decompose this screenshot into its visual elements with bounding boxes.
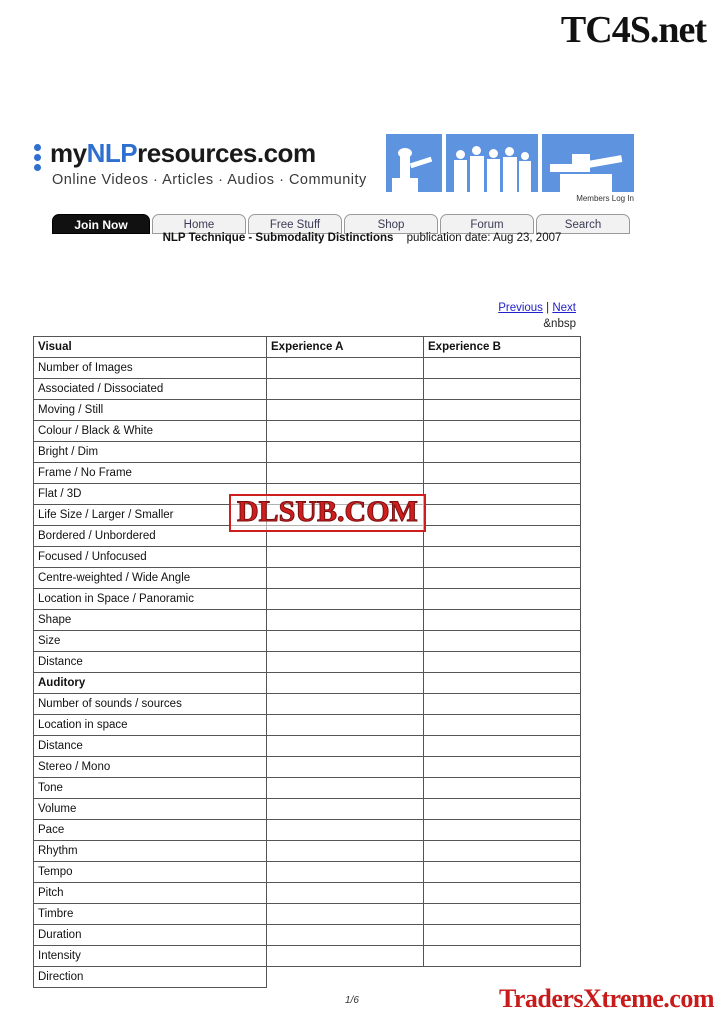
cell-experience-a[interactable]: [267, 442, 424, 463]
row-label: Focused / Unfocused: [34, 547, 267, 568]
page-title-text: NLP Technique - Submodality Distinctions: [162, 232, 394, 244]
site-wordmark: TC4S.net: [560, 9, 706, 51]
table-row: [34, 421, 581, 442]
cell-experience-a[interactable]: [267, 883, 424, 904]
table-row: [34, 547, 581, 568]
row-label: Life Size / Larger / Smaller: [34, 505, 267, 526]
row-label: Number of Images: [34, 358, 267, 379]
cell-experience-a[interactable]: [267, 925, 424, 946]
cell-experience-b[interactable]: [424, 484, 581, 505]
submodality-table: [33, 336, 581, 988]
table-row: [34, 694, 581, 715]
row-label: Location in Space / Panoramic: [34, 589, 267, 610]
column-header-visual: Visual: [34, 337, 267, 358]
row-label: Bright / Dim: [34, 442, 267, 463]
site-banner: [34, 136, 634, 208]
row-label: Rhythm: [34, 841, 267, 862]
nav-item-free-stuff[interactable]: Free Stuff: [248, 214, 342, 234]
row-label: Colour / Black & White: [34, 421, 267, 442]
table-row: [34, 652, 581, 673]
table-row: [34, 904, 581, 925]
cell-experience-b[interactable]: [424, 505, 581, 526]
table-row: [34, 463, 581, 484]
row-label: Size: [34, 631, 267, 652]
row-label: Associated / Dissociated: [34, 379, 267, 400]
table-row: [34, 589, 581, 610]
cell-experience-b[interactable]: [424, 799, 581, 820]
cell-experience-b[interactable]: [424, 589, 581, 610]
row-label: Shape: [34, 610, 267, 631]
table-row: [34, 946, 581, 967]
table-row: [34, 442, 581, 463]
cell-experience-a[interactable]: [267, 904, 424, 925]
previous-link[interactable]: Previous: [498, 302, 543, 314]
cell-experience-b[interactable]: [424, 883, 581, 904]
cell-experience-b[interactable]: [424, 610, 581, 631]
banner-images: [386, 134, 634, 203]
cell-experience-b[interactable]: [424, 526, 581, 547]
nav-item-join-now[interactable]: Join Now: [52, 214, 150, 234]
row-label: Stereo / Mono: [34, 757, 267, 778]
banner-image-1: [386, 134, 442, 192]
row-label: Intensity: [34, 946, 267, 967]
logo-suffix: resources.com: [137, 138, 316, 168]
cell-experience-b[interactable]: [424, 379, 581, 400]
cell-experience-b[interactable]: [424, 778, 581, 799]
cell-experience-a[interactable]: [267, 568, 424, 589]
nbsp-text: &nbsp: [543, 318, 576, 330]
cell-experience-b[interactable]: [424, 862, 581, 883]
table-row: [34, 610, 581, 631]
pager: [498, 302, 576, 314]
table-row: [34, 862, 581, 883]
table-row: [34, 736, 581, 757]
cell-experience-b[interactable]: [424, 547, 581, 568]
table-row: [34, 757, 581, 778]
cell-experience-b[interactable]: [424, 757, 581, 778]
cell-experience-a[interactable]: [267, 694, 424, 715]
row-label: Tone: [34, 778, 267, 799]
cell-experience-b[interactable]: [424, 694, 581, 715]
logo-prefix: my: [50, 138, 87, 168]
cell-experience-a[interactable]: [267, 736, 424, 757]
cell-experience-a[interactable]: [267, 463, 424, 484]
cell-experience-a[interactable]: [267, 421, 424, 442]
cell-experience-b[interactable]: [424, 673, 581, 694]
table-row: [34, 715, 581, 736]
cell-experience-a[interactable]: [267, 610, 424, 631]
row-label: Number of sounds / sources: [34, 694, 267, 715]
logo-wordmark: [50, 138, 316, 169]
row-label: Location in space: [34, 715, 267, 736]
cell-experience-b[interactable]: [424, 841, 581, 862]
cell-experience-a[interactable]: [267, 400, 424, 421]
row-label: Centre-weighted / Wide Angle: [34, 568, 267, 589]
logo-dots-icon: [34, 144, 46, 176]
row-label: Moving / Still: [34, 400, 267, 421]
page-title: [0, 232, 724, 244]
cell-experience-a[interactable]: [267, 547, 424, 568]
cell-experience-b[interactable]: [424, 715, 581, 736]
cell-experience-a[interactable]: [267, 946, 424, 967]
section-label-auditory: Auditory: [34, 673, 267, 694]
cell-experience-b[interactable]: [424, 652, 581, 673]
banner-image-2: [446, 134, 538, 192]
table-section-row: [34, 673, 581, 694]
table-header-row: [34, 337, 581, 358]
table-row: [34, 925, 581, 946]
cell-experience-b[interactable]: [424, 904, 581, 925]
nav-item-shop[interactable]: Shop: [344, 214, 438, 234]
row-label: Pitch: [34, 883, 267, 904]
cell-experience-a[interactable]: [267, 778, 424, 799]
watermark-bottom-right: TradersXtreme.com: [498, 984, 714, 1013]
table-row: [34, 568, 581, 589]
table-row: [34, 358, 581, 379]
row-label: Distance: [34, 736, 267, 757]
column-header-experience-a: Experience A: [267, 337, 424, 358]
cell-experience-b[interactable]: [424, 946, 581, 967]
column-header-experience-b: Experience B: [424, 337, 581, 358]
row-label: Flat / 3D: [34, 484, 267, 505]
table-row: [34, 631, 581, 652]
cell-experience-a[interactable]: [267, 379, 424, 400]
nav-item-search[interactable]: Search: [536, 214, 630, 234]
table-row: [34, 778, 581, 799]
cell-experience-a[interactable]: [267, 757, 424, 778]
cell-experience-a[interactable]: [267, 841, 424, 862]
cell-experience-b[interactable]: [424, 736, 581, 757]
row-label: Frame / No Frame: [34, 463, 267, 484]
nav-item-home[interactable]: Home: [152, 214, 246, 234]
cell-experience-a: [267, 967, 424, 988]
cell-experience-b[interactable]: [424, 820, 581, 841]
publication-date: publication date: Aug 23, 2007: [406, 232, 562, 244]
cell-experience-a[interactable]: [267, 820, 424, 841]
cell-experience-b[interactable]: [424, 400, 581, 421]
next-link[interactable]: Next: [552, 302, 576, 314]
row-label: Timbre: [34, 904, 267, 925]
table-row: [34, 883, 581, 904]
cell-experience-a[interactable]: [267, 799, 424, 820]
cell-experience-b[interactable]: [424, 568, 581, 589]
cell-experience-b[interactable]: [424, 421, 581, 442]
table-row: [34, 400, 581, 421]
row-label: Direction: [34, 967, 267, 988]
cell-experience-a[interactable]: [267, 715, 424, 736]
cell-experience-a[interactable]: [267, 652, 424, 673]
page-number: 1/6: [345, 995, 359, 1006]
table-row: [34, 799, 581, 820]
cell-experience-b[interactable]: [424, 631, 581, 652]
row-label: Volume: [34, 799, 267, 820]
row-label: Bordered / Unbordered: [34, 526, 267, 547]
row-label: Tempo: [34, 862, 267, 883]
logo-tagline: Online Videos · Articles · Audios · Community: [52, 172, 367, 188]
cell-experience-a[interactable]: [267, 589, 424, 610]
table-row: [34, 820, 581, 841]
banner-image-3: [542, 134, 634, 192]
cell-experience-b[interactable]: [424, 925, 581, 946]
table-row: [34, 841, 581, 862]
cell-experience-b[interactable]: [424, 358, 581, 379]
logo-nlp: NLP: [86, 138, 138, 168]
cell-experience-b[interactable]: [424, 442, 581, 463]
cell-experience-a[interactable]: [267, 358, 424, 379]
cell-experience-a[interactable]: [267, 631, 424, 652]
row-label: Pace: [34, 820, 267, 841]
cell-experience-a[interactable]: [267, 862, 424, 883]
watermark-center: DLSUB.COM: [229, 494, 426, 532]
pager-separator: |: [546, 302, 550, 314]
nav-item-forum[interactable]: Forum: [440, 214, 534, 234]
row-label: Duration: [34, 925, 267, 946]
cell-experience-a[interactable]: [267, 673, 424, 694]
row-label: Distance: [34, 652, 267, 673]
members-login-label[interactable]: Members Log In: [576, 194, 634, 203]
table-row: [34, 379, 581, 400]
cell-experience-b[interactable]: [424, 463, 581, 484]
